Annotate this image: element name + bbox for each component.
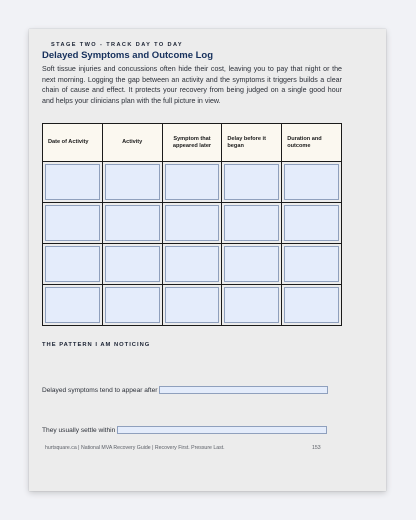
table-cell xyxy=(43,285,103,326)
table-cell xyxy=(102,203,162,244)
prompt-row-appear-after xyxy=(42,385,328,395)
outcome-input-box[interactable] xyxy=(284,205,339,241)
table-cell xyxy=(282,203,342,244)
prompt-label-settle-within: They usually settle within xyxy=(42,426,116,434)
date-input-box[interactable] xyxy=(45,164,100,200)
symptom-log-table xyxy=(42,123,342,326)
pattern-heading: THE PATTERN I AM NOTICING xyxy=(42,342,151,348)
date-input-box[interactable] xyxy=(45,246,100,282)
intro-paragraph: Soft tissue injuries and concussions often hide their cost, leaving you to pay that night or the next morning. Logging the gap between an activity and the symptoms it triggers builds a clear chain of cause and effect. It protects your recovery from being judged on a single good hour and helps your clinicians plan with the full picture in view. xyxy=(42,65,342,105)
settle-within-field[interactable] xyxy=(117,426,327,434)
header-duration-outcome: Duration and outcome xyxy=(282,124,342,162)
footer-text: hurtsquare.ca | National MVA Recovery Guide | Recovery First. Pressure Last. xyxy=(45,445,225,451)
header-activity: Activity xyxy=(102,124,162,162)
table-cell xyxy=(43,244,103,285)
outcome-input-box[interactable] xyxy=(284,164,339,200)
table-cell xyxy=(282,244,342,285)
table-row xyxy=(43,162,342,203)
symptom-input-box[interactable] xyxy=(165,164,220,200)
table-cell xyxy=(282,285,342,326)
activity-input-box[interactable] xyxy=(105,287,160,323)
table-cell xyxy=(43,203,103,244)
symptom-input-box[interactable] xyxy=(165,287,220,323)
delay-input-box[interactable] xyxy=(224,205,279,241)
table-row xyxy=(43,244,342,285)
table-cell xyxy=(222,162,282,203)
delay-input-box[interactable] xyxy=(224,246,279,282)
prompt-label-appear-after: Delayed symptoms tend to appear after xyxy=(42,386,158,394)
section-title: Delayed Symptoms and Outcome Log xyxy=(42,50,214,61)
outcome-input-box[interactable] xyxy=(284,246,339,282)
table-cell xyxy=(162,244,222,285)
activity-input-box[interactable] xyxy=(105,164,160,200)
table-cell xyxy=(282,162,342,203)
table-cell xyxy=(102,285,162,326)
outcome-input-box[interactable] xyxy=(284,287,339,323)
page-number: 153 xyxy=(312,445,321,451)
table-cell xyxy=(222,203,282,244)
table-cell xyxy=(102,244,162,285)
table-header-row xyxy=(43,124,342,162)
table-cell xyxy=(162,203,222,244)
delay-input-box[interactable] xyxy=(224,164,279,200)
stage-label: STAGE TWO - TRACK DAY TO DAY xyxy=(51,42,184,48)
header-date-of-activity: Date of Activity xyxy=(43,124,103,162)
activity-input-box[interactable] xyxy=(105,205,160,241)
table-cell xyxy=(162,285,222,326)
header-delay: Delay before it began xyxy=(222,124,282,162)
table-cell xyxy=(222,244,282,285)
table-row xyxy=(43,203,342,244)
header-symptom-later: Symptom that appeared later xyxy=(162,124,222,162)
symptom-input-box[interactable] xyxy=(165,246,220,282)
appear-after-field[interactable] xyxy=(159,386,328,394)
delay-input-box[interactable] xyxy=(224,287,279,323)
symptom-input-box[interactable] xyxy=(165,205,220,241)
table-row xyxy=(43,285,342,326)
prompt-row-settle-within xyxy=(42,425,327,435)
table-cell xyxy=(43,162,103,203)
date-input-box[interactable] xyxy=(45,287,100,323)
table-cell xyxy=(162,162,222,203)
activity-input-box[interactable] xyxy=(105,246,160,282)
table-cell xyxy=(222,285,282,326)
table-cell xyxy=(102,162,162,203)
date-input-box[interactable] xyxy=(45,205,100,241)
